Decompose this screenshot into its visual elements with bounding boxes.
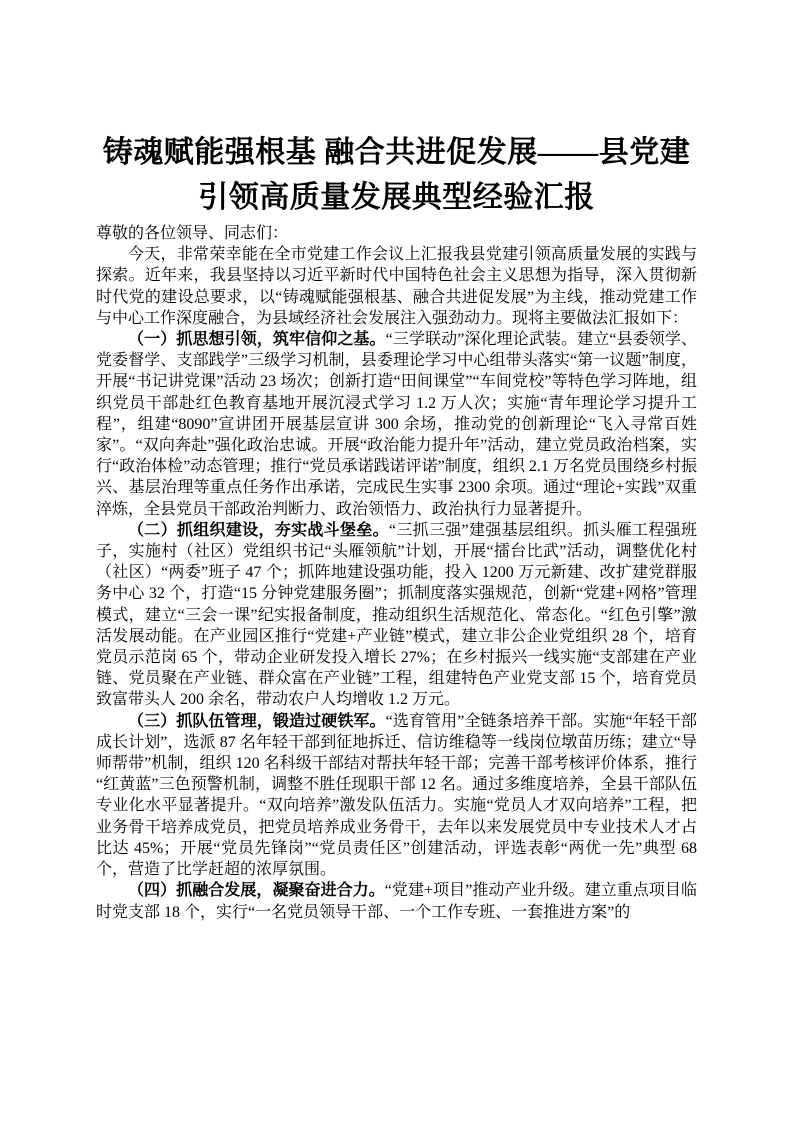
section-4-heading: （四）抓融合发展，凝聚奋进合力。: [128, 882, 385, 900]
section-1-body: “三学联动”深化理论武装。建立“县委领学、党委督学、支部践学”三级学习机制，县委理论学习中心组带头落实“第一议题”制度，开展“书记讲党课”活动 23 场次；创新打造“田间课堂”“车间党校”等特色学习阵地，组织党员干部赴红色教育基地开展沉浸式学习 1.2 万人次；实施“青年理论学习提升工程”，组建“8090”宣讲团开展基层宣讲 300 余场，推动党的创新理论“飞入寻常百姓家”。“双向奔赴”强化政治忠诚。开展“政治能力提升年”活动，建立党员政治档案，实行“政治体检”动态管理；推行“党员承诺践诺评诺”制度，组织 2.1 万名党员围绕乡村振兴、基层治理等重点任务作出承诺，完成民生实事 2300 余项。通过“理论+实践”双重淬炼，全县党员干部政治判断力、政治领悟力、政治执行力显著提升。: [96, 331, 697, 518]
section-3-body: “选育管用”全链条培养干部。实施“年轻干部成长计划”，选派 87 名年轻干部到征地拆迁、信访维稳等一线岗位墩苗历练；建立“导师帮带”机制，组织 120 名科级干部结对帮扶年轻干部；完善干部考核评价体系，推行“红黄蓝”三色预警机制，调整不胜任现职干部 12 名。通过多维度培养，全县干部队伍专业化水平显著提升。“双向培养”激发队伍活力。实施“党员人才双向培养”工程，把业务骨干培养成党员，把党员培养成业务骨干，去年以来发展党员中专业技术人才占比达 45%；开展“党员先锋岗”“党员责任区”创建活动，评选表彰“两优一先”典型 68 个，营造了比学赶超的浓厚氛围。: [96, 712, 697, 879]
intro-text: 今天，非常荣幸能在全市党建工作会议上汇报我县党建引领高质量发展的实践与探索。近年来，我县坚持以习近平新时代中国特色社会主义思想为指导，深入贯彻新时代党的建设总要求，以“铸魂赋能强根基、融合共进促发展”为主线，推动党建工作与中心工作深度融合，为县域经济社会发展注入强劲动力。现将主要做法汇报如下：: [96, 246, 697, 327]
title-line-1: 铸魂赋能强根基 融合共进促发展——县党建: [102, 136, 691, 169]
paragraph-section-1: [96, 329, 697, 520]
paragraph-section-3: [96, 711, 697, 881]
paragraph-section-4: [96, 880, 697, 922]
paragraph-section-2: [96, 520, 697, 711]
document-title: [96, 130, 697, 220]
section-2-body: “三抓三强”建强基层组织。抓头雁工程强班子，实施村（社区）党组织书记“头雁领航”计划，开展“擂台比武”活动，调整优化村（社区）“两委”班子 47 个；抓阵地建设强功能，投入 1200 万元新建、改扩建党群服务中心 32 个，打造“15 分钟党建服务圈”；抓制度落实强规范，创新“党建+网格”管理模式，建立“三会一课”纪实报备制度，推动组织生活规范化、常态化。“红色引擎”激活发展动能。在产业园区推行“党建+产业链”模式，建立非公企业党组织 28 个，培育党员示范岗 65 个，带动企业研发投入增长 27%；在乡村振兴一线实施“支部建在产业链、党员聚在产业链、群众富在产业链”工程，组建特色产业党支部 15 个，培育党员致富带头人 200 余名，带动农户人均增收 1.2 万元。: [96, 521, 697, 709]
paragraph-salutation: [96, 223, 697, 244]
section-3-heading: （三）抓队伍管理，锻造过硬铁军。: [128, 712, 386, 730]
title-line-2: 引领高质量发展典型经验汇报: [198, 181, 595, 214]
document-body: [96, 223, 697, 923]
section-1-heading: （一）抓思想引领，筑牢信仰之基。: [128, 331, 386, 349]
paragraph-intro: [96, 244, 697, 329]
salutation-text: 尊敬的各位领导、同志们：: [96, 225, 289, 242]
section-4-body: “党建+项目”推动产业升级。建立重点项目临时党支部 18 个，实行“一名党员领导干部、一个工作专班、一套推进方案”的: [96, 882, 697, 921]
section-2-heading: （二）抓组织建设，夯实战斗堡垒。: [128, 521, 389, 539]
